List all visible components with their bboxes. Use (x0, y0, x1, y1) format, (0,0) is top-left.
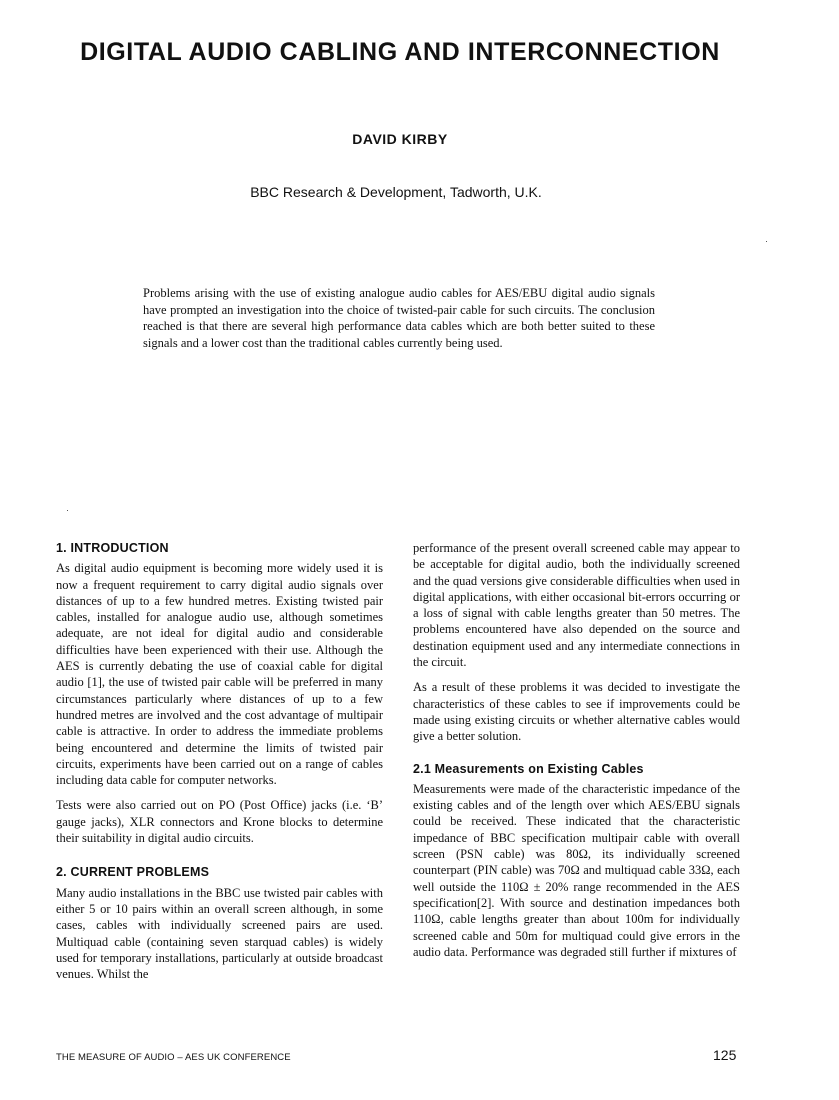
paragraph: Measurements were made of the characteristic impedance of the existing cables and of the length over which AES/EBU signals could be received. These indicated that the characteristic impedance of BBC specification multipair cable with overall screen (PSN cable) was 80Ω, its individually screened counterpart (PIN cable) was 70Ω and multiquad cable 33Ω, each well outside the 110Ω ± 20% range recommended in the AES specification[2]. With source and destination impedances both 110Ω, cable lengths greater than about 100m for individually screened cable and 50m for multiquad could give errors in the audio data. Performance was degraded still further if mixtures of (413, 781, 740, 959)
section-heading-current-problems: 2. CURRENT PROBLEMS (56, 865, 210, 880)
paper-title: DIGITAL AUDIO CABLING AND INTERCONNECTION (80, 38, 720, 66)
right-column (413, 540, 740, 969)
paragraph: As a result of these problems it was decided to investigate the characteristics of these cables to see if improvements could be made using existing circuits or whether alternative cables would give a better solution. (413, 680, 740, 744)
paragraph: Many audio installations in the BBC use twisted pair cables with either 5 or 10 pairs within an overall screen although, in some cases, cables with individually screened pairs are used. Multiquad cable (containing seven starquad cables) is widely used for temporary installations, particularly at outside broadcast venues. Whilst the (56, 885, 383, 982)
page-number: 125 (713, 1047, 737, 1063)
scan-speck (67, 510, 68, 511)
abstract: Problems arising with the use of existing analogue audio cables for AES/EBU digital audio signals have prompted an investigation into the choice of twisted-pair cable for such circuits. The conclusion reached is that there are several high performance data cables which are both better suited to these signals and a lower cost than the traditional cables currently being used. (143, 286, 655, 351)
author-name: DAVID KIRBY (352, 131, 448, 147)
section-heading-measurements: 2.1 Measurements on Existing Cables (413, 761, 644, 776)
scan-speck (766, 241, 767, 242)
footer-conference: THE MEASURE OF AUDIO – AES UK CONFERENCE (56, 1052, 291, 1063)
section-heading-introduction: 1. INTRODUCTION (56, 541, 169, 555)
left-column (56, 540, 383, 991)
paragraph: Tests were also carried out on PO (Post Office) jacks (i.e. ‘B’ gauge jacks), XLR connectors and Krone blocks to determine their suitability in digital audio circuits. (56, 798, 383, 846)
paragraph: As digital audio equipment is becoming more widely used it is now a frequent requirement to carry digital audio signals over distances of up to a few hundred metres. Existing twisted pair cables, installed for analogue audio use, although sometimes adequate, are not ideal for digital audio and considerable difficulties have been experienced with their use. Although the AES is currently debating the use of coaxial cable for digital audio [1], the use of twisted pair cable will be preferred in many circumstances particularly where distances of up to a few hundred metres are involved and the cost advantage of multipair cable is attractive. In order to address the immediate problems being encountered and determine the limits of twisted pair circuits, experiments have been carried out on a range of cables including data cable for computer networks. (56, 561, 383, 788)
paragraph: performance of the present overall screened cable may appear to be acceptable for digital audio, both the individually screened and the quad versions give considerable difficulties when used in digital applications, with either occasional bit-errors occurring or a loss of signal with cable lengths greater than 50 metres. The problems encountered have also depended on the source and destination equipment used and any intermediate connections in the circuit. (413, 541, 740, 670)
author-affiliation: BBC Research & Development, Tadworth, U.K. (250, 184, 542, 200)
